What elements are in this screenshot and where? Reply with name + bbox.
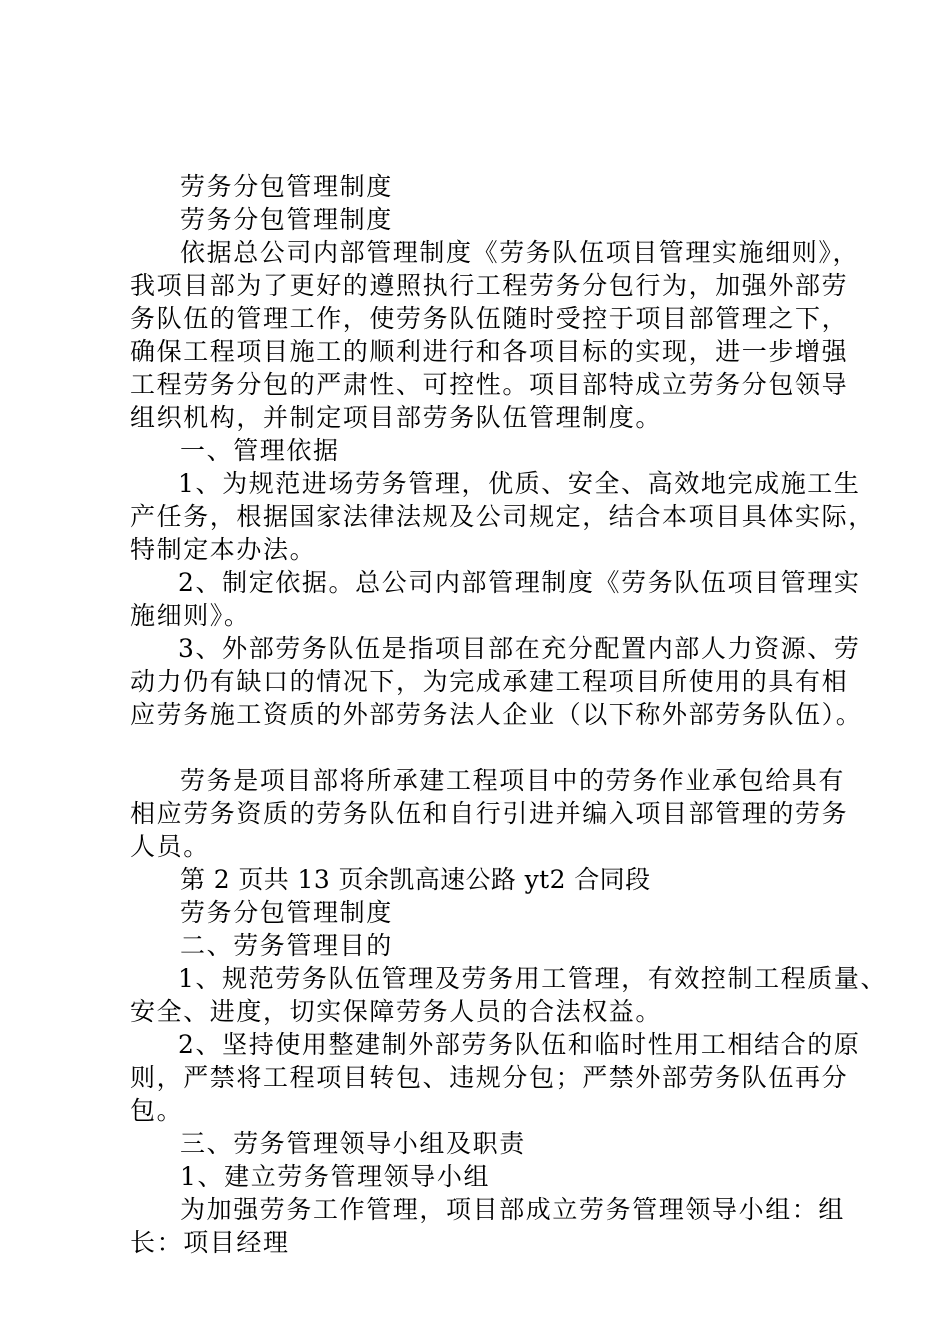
paragraph-line: 长：项目经理 (130, 1228, 290, 1257)
paragraph-line: 包。 (130, 1096, 184, 1125)
paragraph-line: 2、坚持使用整建制外部劳务队伍和临时性用工相结合的原 (178, 1030, 861, 1059)
paragraph-line: 施细则》。 (130, 601, 251, 630)
page-footer: 第 2 页共 13 页余凯高速公路 yt2 合同段 (180, 865, 651, 894)
paragraph-line: 特制定本办法。 (130, 535, 317, 564)
document-title: 劳务分包管理制度 (180, 172, 393, 201)
document-body (130, 170, 888, 1259)
paragraph-line: 务队伍的管理工作，使劳务队伍随时受控于项目部管理之下， (130, 304, 849, 333)
paragraph-line: 组织机构，并制定项目部劳务队伍管理制度。 (130, 403, 663, 432)
blank-line (130, 731, 830, 764)
paragraph-line: 3、外部劳务队伍是指项目部在充分配置内部人力资源、劳 (178, 634, 861, 663)
paragraph-line: 依据总公司内部管理制度《劳务队伍项目管理实施细则》， (180, 238, 860, 267)
paragraph-line: 人员。 (130, 832, 210, 861)
paragraph-line: 劳务是项目部将所承建工程项目中的劳务作业承包给具有 (180, 766, 846, 795)
subsection-heading: 1、建立劳务管理领导小组 (180, 1162, 491, 1191)
paragraph-line: 确保工程项目施工的顺利进行和各项目标的实现，进一步增强 (130, 337, 849, 366)
paragraph-line: 工程劳务分包的严肃性、可控性。项目部特成立劳务分包领导 (130, 370, 849, 399)
paragraph-line: 相应劳务资质的劳务队伍和自行引进并编入项目部管理的劳务 (130, 799, 849, 828)
page-header: 劳务分包管理制度 (180, 898, 393, 927)
paragraph-line: 则，严禁将工程项目转包、违规分包；严禁外部劳务队伍再分 (130, 1063, 849, 1092)
paragraph-line: 动力仍有缺口的情况下，为完成承建工程项目所使用的具有相 (130, 667, 849, 696)
paragraph-line: 安全、进度，切实保障劳务人员的合法权益。 (130, 997, 663, 1026)
paragraph-line: 产任务，根据国家法律法规及公司规定，结合本项目具体实际， (130, 502, 875, 531)
paragraph-line: 1、为规范进场劳务管理，优质、安全、高效地完成施工生 (178, 469, 861, 498)
paragraph-line: 为加强劳务工作管理，项目部成立劳务管理领导小组：组 (180, 1195, 846, 1224)
section-heading: 二、劳务管理目的 (180, 931, 393, 960)
section-heading: 三、劳务管理领导小组及职责 (180, 1129, 526, 1158)
section-heading: 一、管理依据 (180, 436, 340, 465)
paragraph-line: 1、规范劳务队伍管理及劳务用工管理，有效控制工程质量、 (178, 964, 888, 993)
paragraph-line: 我项目部为了更好的遵照执行工程劳务分包行为，加强外部劳 (130, 271, 849, 300)
document-subtitle: 劳务分包管理制度 (180, 205, 393, 234)
paragraph-line: 2、制定依据。总公司内部管理制度《劳务队伍项目管理实 (178, 568, 861, 597)
paragraph-line: 应劳务施工资质的外部劳务法人企业（以下称外部劳务队伍）。 (130, 700, 863, 729)
